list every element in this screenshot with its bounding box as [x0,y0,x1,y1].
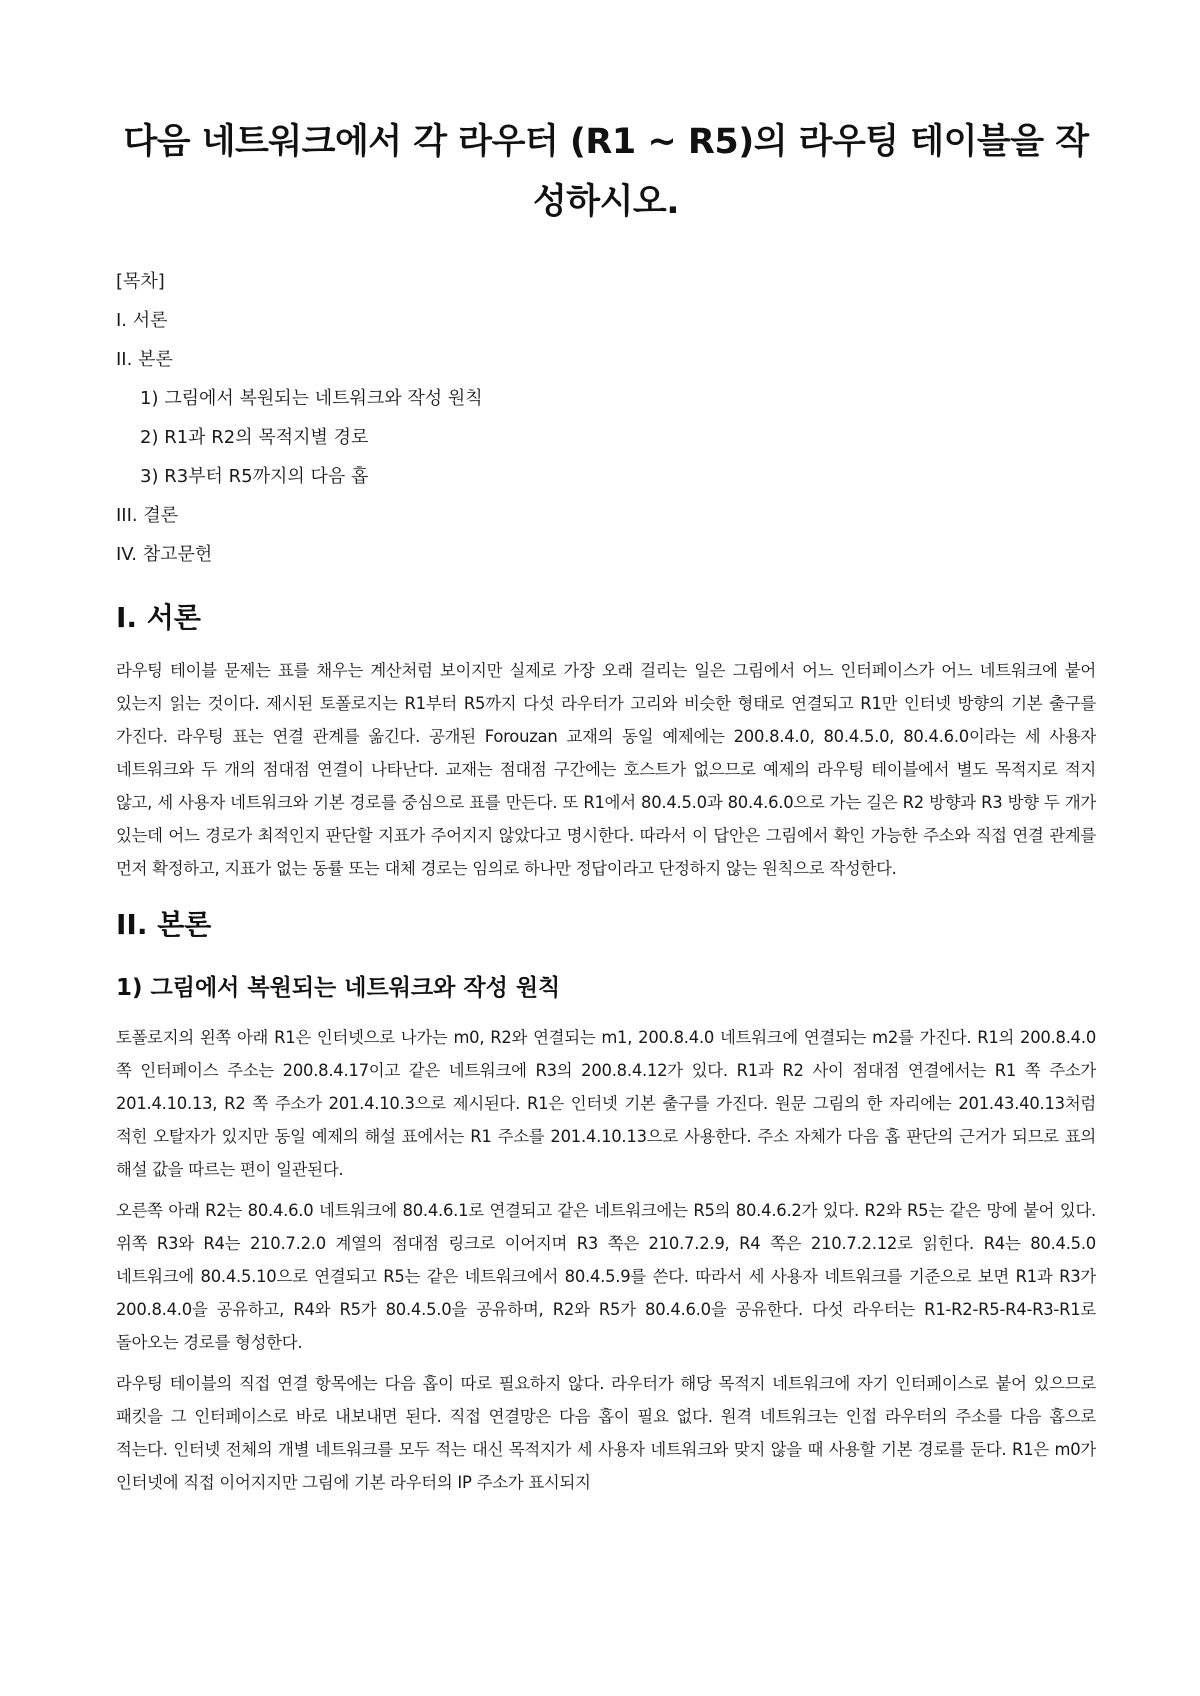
body-paragraph-r1: 토폴로지의 왼쪽 아래 R1은 인터넷으로 나가는 m0, R2와 연결되는 m1, 200.8.4.0 네트워크에 연결되는 m2를 가진다. R1의 200.8.4.0 쪽 인터페이스 주소는 200.8.4.17이고 같은 네트워크에 R3의 200.8.4.12가 있다. R1과 R2 사이 점대점 연결에서는 R1 쪽 주소가 201.4.10.13, R2 쪽 주소가 201.4.10.3으로 제시된다. R1은 인터넷 기본 출구를 가진다. 원문 그림의 한 자리에는 201.43.40.13처럼 적힌 오탈자가 있지만 동일 예제의 해설 표에서는 R1 주소를 201.4.10.13으로 사용한다. 주소 자체가 다음 홉 판단의 근거가 되므로 표의 해설 값을 따르는 편이 일관된다. [116,1028,1096,1179]
subsection-heading-network: 1) 그림에서 복원되는 네트워크와 작성 원칙 [116,975,561,1001]
toc-item-body-sub3: 3) R3부터 R5까지의 다음 홉 [140,466,369,487]
section-heading-intro: I. 서론 [116,601,201,634]
intro-paragraph: 라우팅 테이블 문제는 표를 채우는 계산처럼 보이지만 실제로 가장 오래 걸리는 일은 그림에서 어느 인터페이스가 어느 네트워크에 붙어 있는지 읽는 것이다. 제시된 토폴로지는 R1부터 R5까지 다섯 라우터가 고리와 비슷한 형태로 연결되고 R1만 인터넷 방향의 기본 출구를 가진다. 라우팅 표는 연결 관계를 옮긴다. 공개된 Forouzan 교재의 동일 예제에는 200.8.4.0, 80.4.5.0, 80.4.6.0이라는 세 사용자 네트워크와 두 개의 점대점 연결이 나타난다. 교재는 점대점 구간에는 호스트가 없으므로 예제의 라우팅 테이블에서 별도 목적지로 적지 않고, 세 사용자 네트워크와 기본 경로를 중심으로 표를 만든다. 또 R1에서 80.4.5.0과 80.4.6.0으로 가는 길은 R2 방향과 R3 방향 두 개가 있는데 어느 경로가 최적인지 판단할 지표가 주어지지 않았다고 명시한다. 따라서 이 답안은 그림에서 확인 가능한 주소와 직접 연결 관계를 먼저 확정하고, 지표가 없는 동률 또는 대체 경로는 임의로 하나만 정답이라고 단정하지 않는 원칙으로 작성한다. [116,661,1096,878]
toc-item-intro: I. 서론 [116,310,168,331]
toc-item-body-sub1: 1) 그림에서 복원되는 네트워크와 작성 원칙 [140,388,483,409]
toc-item-conclusion: III. 결론 [116,505,179,526]
toc-heading: [목차] [116,271,165,292]
table-of-contents [116,262,1096,574]
body-paragraph-r2-r5: 오른쪽 아래 R2는 80.4.6.0 네트워크에 80.4.6.1로 연결되고 같은 네트워크에는 R5의 80.4.6.2가 있다. R2와 R5는 같은 망에 붙어 있다. 위쪽 R3와 R4는 210.7.2.0 계열의 점대점 링크로 이어지며 R3 쪽은 210.7.2.9, R4 쪽은 210.7.2.12로 읽힌다. R4는 80.4.5.0 네트워크에 80.4.5.10으로 연결되고 R5는 같은 네트워크에서 80.4.5.9를 쓴다. 따라서 세 사용자 네트워크를 기준으로 보면 R1과 R3가 200.8.4.0을 공유하고, R4와 R5가 80.4.5.0을 공유하며, R2와 R5가 80.4.6.0을 공유한다. 다섯 라우터는 R1-R2-R5-R4-R3-R1로 돌아오는 경로를 형성한다. [116,1201,1096,1352]
section-heading-body: II. 본론 [116,908,212,941]
document-title: 다음 네트워크에서 각 라우터 (R1 ~ R5)의 라우팅 테이블을 작성하시오. [123,122,1089,222]
toc-item-references: IV. 참고문헌 [116,544,213,565]
toc-item-body: II. 본론 [116,349,173,370]
body-paragraph-routing-rules: 라우팅 테이블의 직접 연결 항목에는 다음 홉이 따로 필요하지 않다. 라우터가 해당 목적지 네트워크에 자기 인터페이스로 붙어 있으므로 패킷을 그 인터페이스로 바로 내보내면 된다. 직접 연결망은 다음 홉이 필요 없다. 원격 네트워크는 인접 라우터의 주소를 다음 홉으로 적는다. 인터넷 전체의 개별 네트워크를 모두 적는 대신 목적지가 세 사용자 네트워크와 맞지 않을 때 사용할 기본 경로를 둔다. R1은 m0가 인터넷에 직접 이어지지만 그림에 기본 라우터의 IP 주소가 표시되지 [116,1374,1096,1492]
toc-item-body-sub2: 2) R1과 R2의 목적지별 경로 [140,427,369,448]
